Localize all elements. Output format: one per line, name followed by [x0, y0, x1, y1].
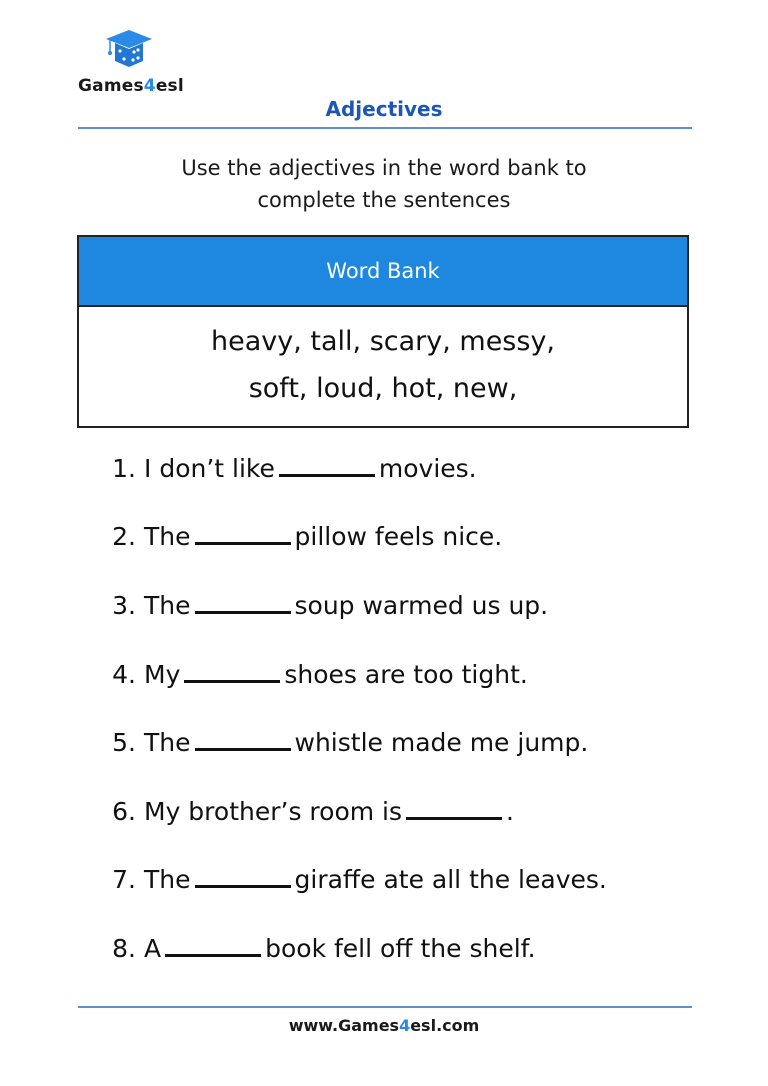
footer-divider [78, 1006, 692, 1008]
answer-blank[interactable] [165, 932, 261, 957]
answer-blank[interactable] [195, 589, 291, 614]
question-2: 2. The pillow feels nice. [112, 522, 503, 551]
answer-blank[interactable] [184, 658, 280, 683]
answer-blank[interactable] [279, 452, 375, 477]
answer-blank[interactable] [195, 520, 291, 545]
header-divider [78, 127, 692, 129]
logo-text: Games4esl [78, 76, 184, 96]
word-bank-list: heavy, tall, scary, messy, soft, loud, hot, new, [211, 326, 555, 404]
question-3: 3. The soup warmed us up. [112, 591, 549, 620]
graduation-cap-dice-icon [104, 28, 154, 68]
question-8: 8. A book fell off the shelf. [112, 934, 536, 963]
question-4: 4. My shoes are too tight. [112, 660, 528, 689]
page-title: Adjectives [325, 97, 443, 121]
instructions: Use the adjectives in the word bank to complete the sentences [181, 156, 587, 212]
question-1: 1. I don’t like movies. [112, 454, 477, 483]
answer-blank[interactable] [195, 726, 291, 751]
question-7: 7. The giraffe ate all the leaves. [112, 865, 607, 894]
word-bank-title: Word Bank [79, 237, 687, 307]
footer-url[interactable]: www.Games4esl.com [288, 1016, 480, 1035]
question-5: 5. The whistle made me jump. [112, 728, 589, 757]
question-6: 6. My brother’s room is . [112, 797, 514, 826]
answer-blank[interactable] [406, 795, 502, 820]
answer-blank[interactable] [195, 863, 291, 888]
word-bank [77, 235, 689, 428]
